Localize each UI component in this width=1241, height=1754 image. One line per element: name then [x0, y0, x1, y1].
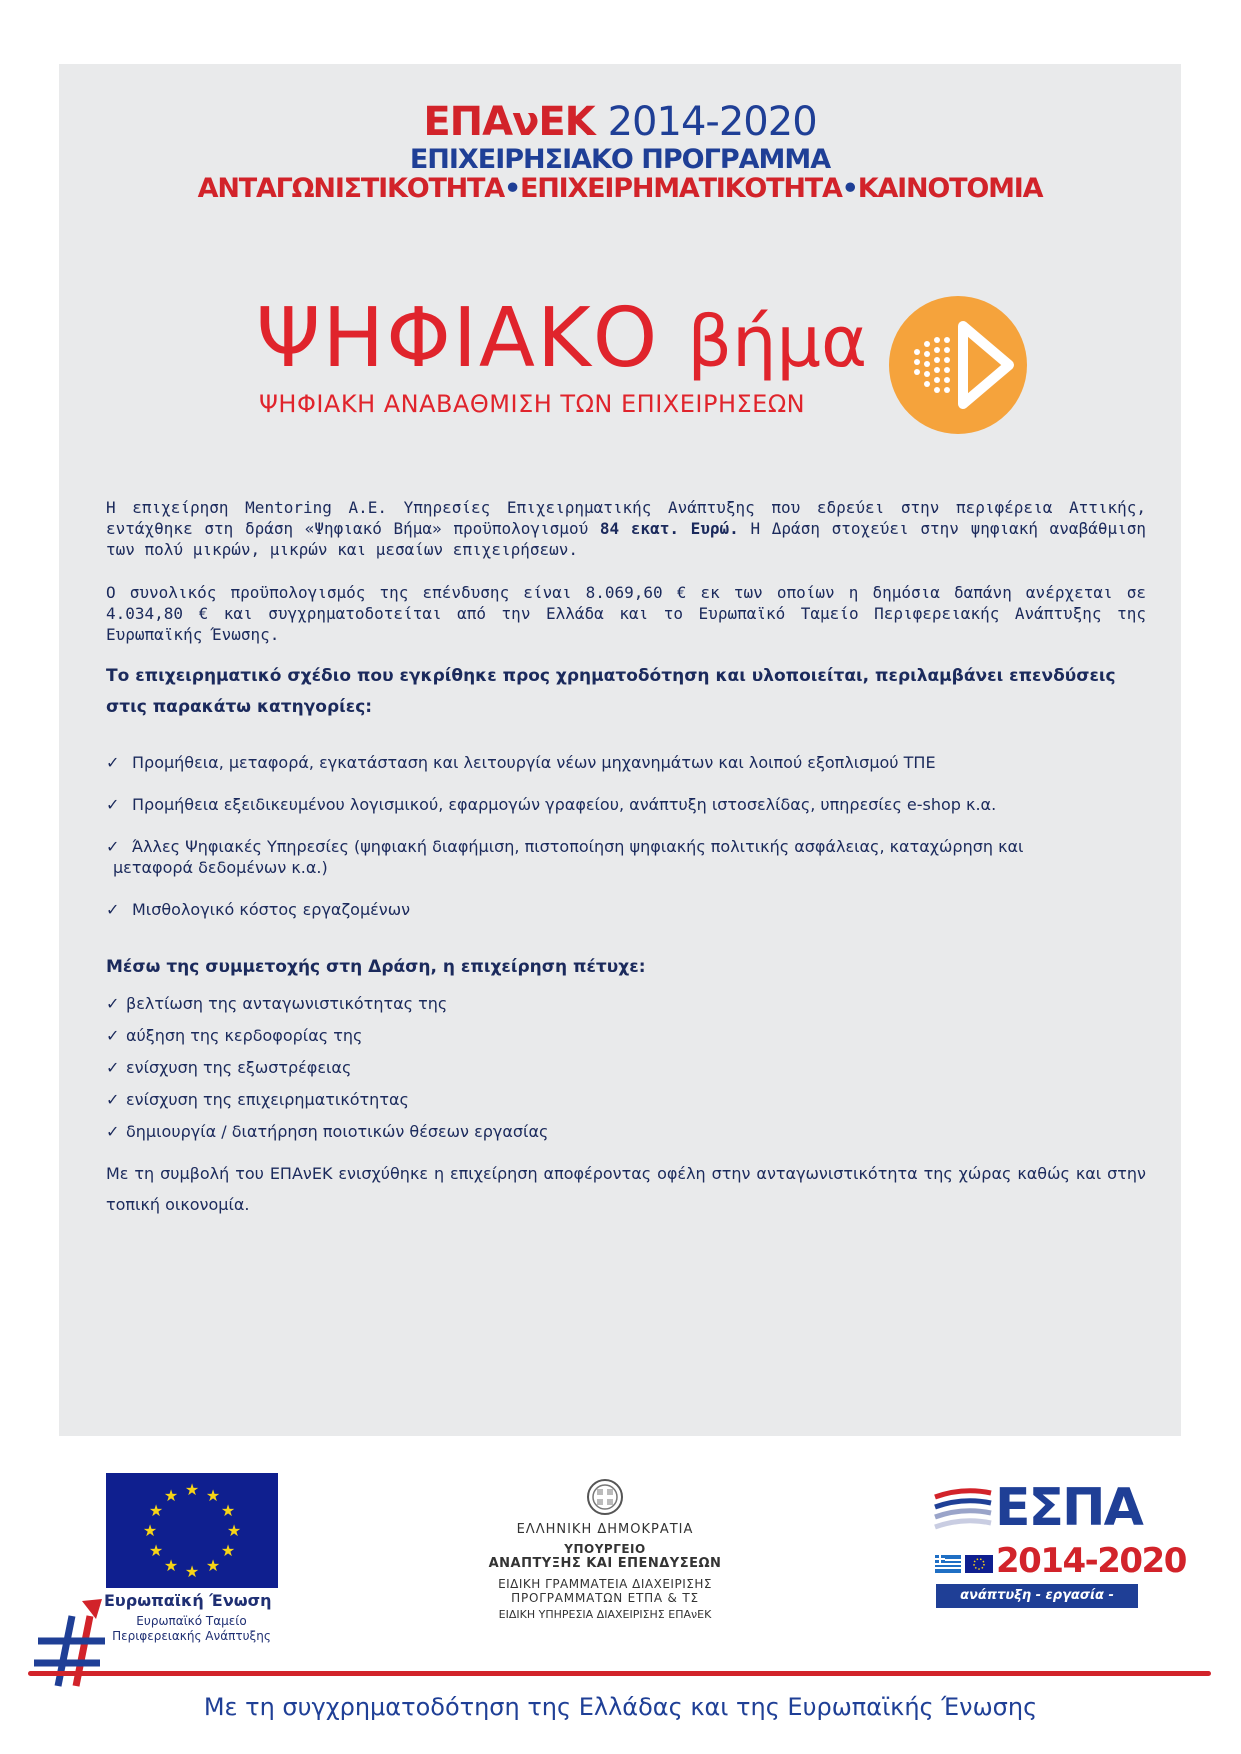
- svg-text:★: ★: [205, 1486, 221, 1505]
- espa-stripes-icon: [933, 1487, 993, 1537]
- intro-text-b: Η Δράση στοχεύει στην ψηφιακή αναβάθμιση των πολύ μικρών, μικρών και μεσαίων επιχειρήσεων.: [106, 519, 1146, 559]
- content-panel: [59, 64, 1181, 1436]
- closing-paragraph: Με τη συμβολή του ΕΠΑνΕΚ ενισχύθηκε η επιχείρηση αποφέροντας οφέλη στην ανταγωνιστικότητα της χώρας καθώς και στην τοπική οικονομία.: [106, 1164, 1146, 1214]
- theme-innovation: ΚΑΙΝΟΤΟΜΙΑ: [857, 173, 1043, 204]
- eu-flag-icon: [106, 1473, 278, 1588]
- list-item: [106, 1089, 1146, 1110]
- programme-themes: [59, 173, 1181, 204]
- brand-title-sub: βήμα: [687, 301, 868, 383]
- espa-tagline: ανάπτυξη - εργασία - αλληλεγγύη: [936, 1584, 1138, 1608]
- eu-fund-line1: Ευρωπαϊκό Ταμείο: [136, 1614, 247, 1628]
- svg-text:★: ★: [205, 1556, 221, 1575]
- brand-subtitle: ΨΗΦΙΑΚΗ ΑΝΑΒΑΘΜΙΣΗ ΤΩΝ ΕΠΙΧΕΙΡΗΣΕΩΝ: [259, 390, 806, 418]
- intro-paragraph: [106, 497, 1146, 560]
- eu-fund-name: [104, 1614, 279, 1644]
- list-item-text: Προμήθεια εξειδικευμένου λογισμικού, εφαρμογών γραφείου, ανάπτυξη ιστοσελίδας, υπηρεσίες e-shop κ.α.: [132, 795, 997, 814]
- check-icon: ✓: [106, 837, 120, 856]
- list-item-text: μεταφορά δεδομένων κ.α.): [113, 858, 328, 877]
- theme-entrepreneurship: ΕΠΙΧΕΙΡΗΜΑΤΙΚΟΤΗΤΑ: [520, 173, 842, 204]
- list-item-text: βελτίωση της ανταγωνιστικότητας της: [126, 994, 448, 1013]
- results-heading: Μέσω της συμμετοχής στη Δράση, η επιχείρηση πέτυχε:: [106, 957, 646, 977]
- list-item-text: Άλλες Ψηφιακές Υπηρεσίες (ψηφιακή διαφήμιση, πιστοποίηση ψηφιακής πολιτικής ασφάλειας, καταχώρηση και: [132, 837, 1024, 856]
- eu-title: Ευρωπαϊκή Ένωση: [104, 1591, 272, 1610]
- cofinancing-caption: Με τη συγχρηματοδότηση της Ελλάδας και της Ευρωπαϊκής Ένωσης: [203, 1693, 1038, 1721]
- list-item: [106, 899, 1146, 920]
- play-dots-icon: [889, 296, 1027, 434]
- espa-title: ΕΣΠΑ: [995, 1478, 1142, 1538]
- svg-text:★: ★: [163, 1486, 179, 1505]
- svg-text:★: ★: [148, 1541, 164, 1560]
- list-item: [106, 794, 1146, 815]
- programme-title: [59, 99, 1181, 145]
- list-item: [106, 1057, 1146, 1078]
- check-icon: ✓: [106, 1122, 120, 1141]
- budget-paragraph: Ο συνολικός προϋπολογισμός της επένδυσης είναι 8.069,60 € εκ των οποίων η δημόσια δαπάνη ανέρχεται σε 4.034,80 € και συγχρηματοδοτείται από την Ελλάδα και το Ευρωπαϊκό Ταμείο Περιφερειακής Ανάπτυξης της Ευρωπαϊκής Ένωσης.: [106, 583, 1146, 644]
- theme-separator: •: [503, 173, 521, 204]
- eu-fund-line2: Περιφερειακής Ανάπτυξης: [112, 1629, 271, 1643]
- list-item: [106, 752, 1146, 773]
- list-item: [106, 836, 1146, 857]
- check-icon: ✓: [106, 795, 120, 814]
- gov-service: ΕΙΔΙΚΗ ΥΠΗΡΕΣΙΑ ΔΙΑΧΕΙΡΙΣΗΣ ΕΠΑνΕΚ: [498, 1608, 712, 1621]
- list-item-text: Μισθολογικό κόστος εργαζομένων: [132, 900, 411, 919]
- svg-text:★: ★: [220, 1541, 236, 1560]
- gov-ministry-name: ΑΝΑΠΤΥΞΗΣ ΚΑΙ ΕΠΕΝΔΥΣΕΩΝ: [488, 1556, 722, 1571]
- check-icon: ✓: [106, 994, 120, 1013]
- budget-amount: 84 εκατ. Ευρώ.: [599, 519, 739, 538]
- check-icon: ✓: [106, 1026, 120, 1045]
- theme-separator: •: [841, 173, 858, 204]
- check-icon: ✓: [106, 1058, 120, 1077]
- programme-years: 2014-2020: [607, 99, 817, 145]
- svg-text:★: ★: [184, 1480, 200, 1499]
- list-item-text: Προμήθεια, μεταφορά, εγκατάσταση και λειτουργία νέων μηχανημάτων και λοιπού εξοπλισμού ΤΠΕ: [132, 753, 936, 772]
- list-item-continuation: [106, 857, 1153, 878]
- hashtag-arrow-icon: [30, 1591, 110, 1691]
- investments-heading: Το επιχειρηματικό σχέδιο που εγκρίθηκε προς χρηματοδότηση και υλοποιείται, περιλαμβάνει επενδύσεις στις παρακάτω κατηγορίες:: [106, 666, 1116, 717]
- list-item-text: αύξηση της κερδοφορίας της: [126, 1026, 363, 1045]
- greek-emblem-icon: [586, 1478, 624, 1516]
- list-item: [106, 1025, 1146, 1046]
- intro-text-a: Η επιχείρηση Mentoring Α.Ε. Υπηρεσίες Επιχειρηματικής Ανάπτυξης που εδρεύει στην περιφέρεια Αττικής, εντάχθηκε στη δράση «Ψηφιακό Βήμα» προϋπολογισμού: [106, 498, 1146, 538]
- programme-subtitle: ΕΠΙΧΕΙΡΗΣΙΑΚΟ ΠΡΟΓΡΑΜΜΑ: [409, 144, 831, 175]
- brand-title: [256, 291, 868, 386]
- list-item-text: ενίσχυση της επιχειρηματικότητας: [126, 1090, 409, 1109]
- gov-secretariat: ΕΙΔΙΚΗ ΓΡΑΜΜΑΤΕΙΑ ΔΙΑΧΕΙΡΙΣΗΣ: [498, 1577, 712, 1591]
- espa-years: 2014-2020: [996, 1541, 1186, 1581]
- gov-ministry: ΥΠΟΥΡΓΕΙΟ: [564, 1542, 646, 1556]
- brand-title-main: ΨΗΦΙΑΚΟ: [256, 291, 660, 386]
- programme-name: ΕΠΑνΕΚ: [423, 99, 595, 145]
- list-item-text: ενίσχυση της εξωστρέφειας: [126, 1058, 352, 1077]
- svg-text:★: ★: [220, 1501, 236, 1520]
- theme-competitiveness: ΑΝΤΑΓΩΝΙΣΤΙΚΟΤΗΤΑ: [197, 173, 504, 204]
- gov-programmes: ΠΡΟΓΡΑΜΜΑΤΩΝ ΕΤΠΑ & ΤΣ: [511, 1591, 699, 1605]
- svg-text:★: ★: [184, 1562, 200, 1581]
- svg-text:★: ★: [142, 1521, 158, 1540]
- list-item: [106, 1121, 1146, 1142]
- svg-text:★: ★: [148, 1501, 164, 1520]
- list-item: [106, 993, 1146, 1014]
- svg-text:★: ★: [226, 1521, 242, 1540]
- footer-divider: [28, 1671, 1211, 1676]
- list-item-text: δημιουργία / διατήρηση ποιοτικών θέσεων εργασίας: [126, 1122, 549, 1141]
- gov-republic: ΕΛΛΗΝΙΚΗ ΔΗΜΟΚΡΑΤΙΑ: [516, 1522, 694, 1537]
- check-icon: ✓: [106, 900, 120, 919]
- check-icon: ✓: [106, 753, 120, 772]
- svg-text:★: ★: [163, 1556, 179, 1575]
- check-icon: ✓: [106, 1090, 120, 1109]
- greek-eu-flags-icon: [935, 1555, 993, 1573]
